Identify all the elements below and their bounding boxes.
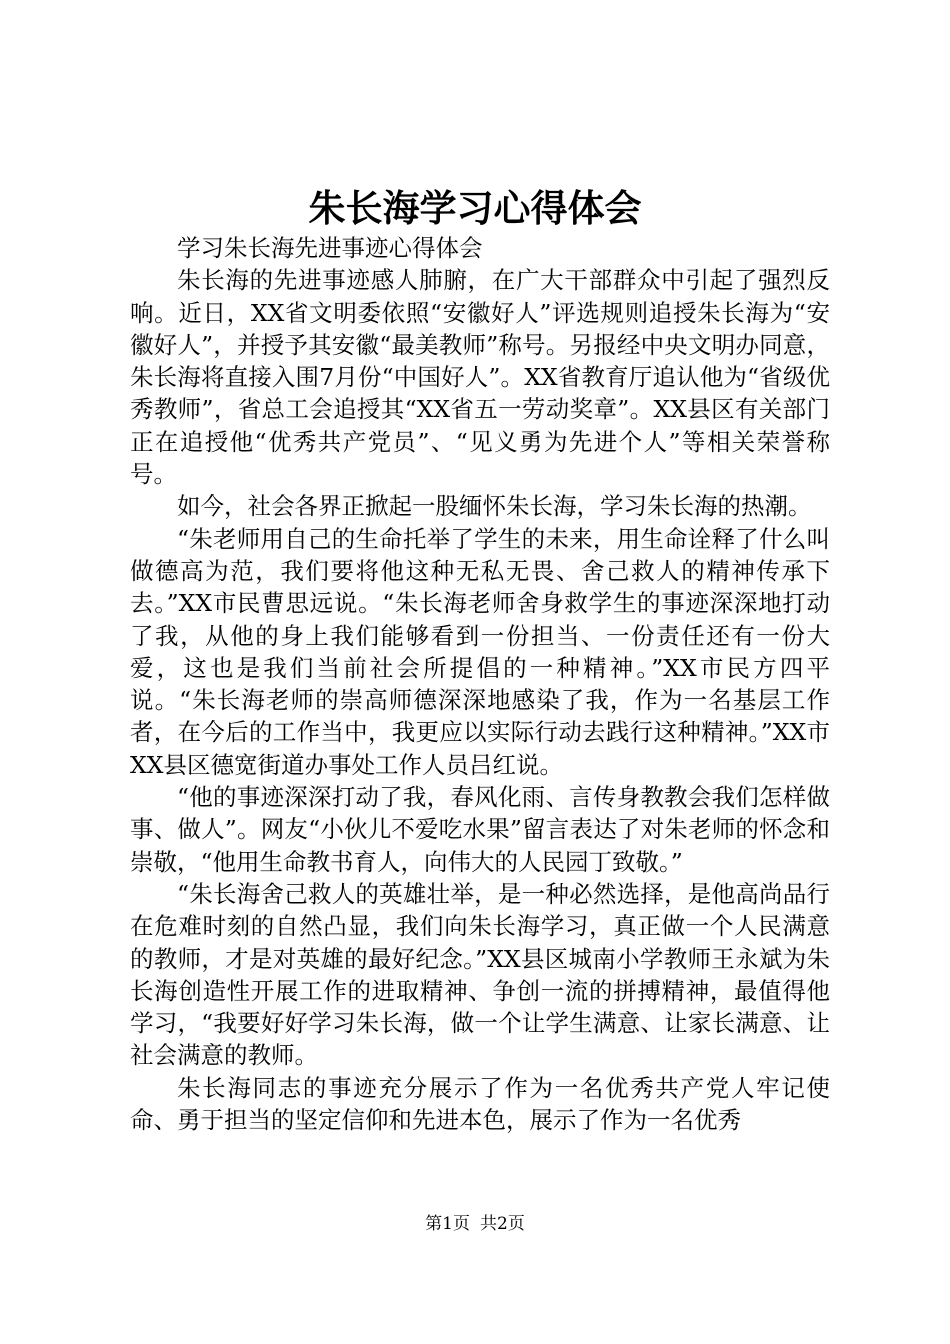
document-title: 朱长海学习心得体会 xyxy=(308,186,642,230)
document-body xyxy=(130,232,830,1136)
body-paragraph: “朱长海舍己救人的英雄壮举，是一种必然选择，是他高尚品行在危难时刻的自然凸显，我们向朱长海学习，真正做一个人民满意的教师，才是对英雄的最好纪念。”XX县区城南小学教师王永斌为朱长海创造性开展工作的进取精神、争创一流的拼搏精神，最值得他学习，“我要好好学习朱长海，做一个让学生满意、让家长满意、让社会满意的教师。 xyxy=(130,879,830,1070)
body-paragraph: 朱长海同志的事迹充分展示了作为一名优秀共产党人牢记使命、勇于担当的坚定信仰和先进本色，展示了作为一名优秀 xyxy=(130,1073,830,1135)
subtitle-paragraph: 学习朱长海先进事迹心得体会 xyxy=(177,234,483,262)
page-footer xyxy=(0,1212,950,1236)
page-number-total: 共2页 xyxy=(480,1214,525,1234)
body-paragraph: “他的事迹深深打动了我，春风化雨、言传身教教会我们怎样做事、做人”。网友“小伙儿不爱吃水果”留言表达了对朱老师的怀念和崇敬，“他用生命教书育人，向伟大的人民园丁致敬。” xyxy=(130,783,830,876)
page-number-current: 第1页 xyxy=(425,1214,470,1234)
body-paragraph: 如今，社会各界正掀起一股缅怀朱长海，学习朱长海的热潮。 xyxy=(177,492,812,521)
body-paragraph: 朱长海的先进事迹感人肺腑，在广大干部群众中引起了强烈反响。近日，XX省文明委依照“安徽好人”评选规则追授朱长海为“安徽好人”，并授予其安徽“最美教师”称号。另报经中央文明办同意，朱长海将直接入围7月份“中国好人”。XX省教育厅追认他为“省级优秀教师”，省总工会追授其“XX省五一劳动奖章”。XX县区有关部门正在追授他“优秀共产党员”、“见义勇为先进个人”等相关荣誉称号。 xyxy=(130,266,830,489)
body-paragraph: “朱老师用自己的生命托举了学生的未来，用生命诠释了什么叫做德高为范，我们要将他这种无私无畏、舍己救人的精神传承下去。”XX市民曹思远说。“朱长海老师舍身救学生的事迹深深地打动了我，从他的身上我们能够看到一份担当、一份责任还有一份大爱，这也是我们当前社会所提倡的一种精神。”XX市民方四平说。“朱长海老师的崇高师德深深地感染了我，作为一名基层工作者，在今后的工作当中，我更应以实际行动去践行这种精神。”XX市XX县区德宽街道办事处工作人员吕红说。 xyxy=(130,524,830,779)
